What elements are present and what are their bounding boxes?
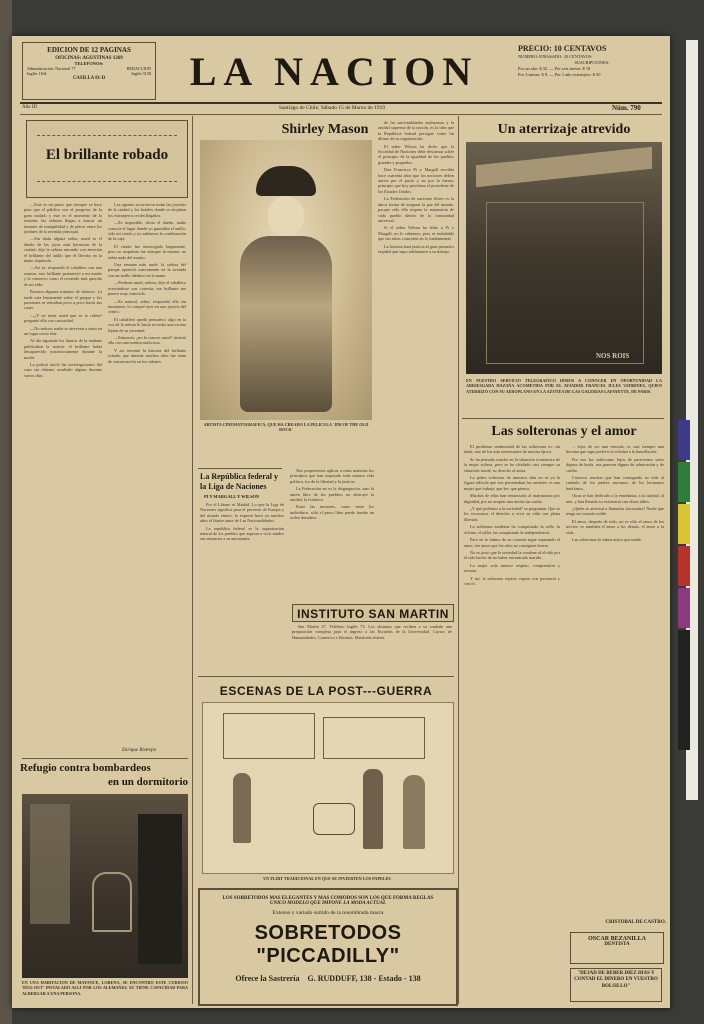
dentist-name: OSCAR BEZANILLA	[588, 936, 646, 942]
price-label: PRECIO: 10 CENTAVOS	[518, 44, 607, 53]
masthead-info-box	[22, 42, 156, 100]
ad-line-2: UNICO MODELO QUE IMPONE LA MODA ACTUAL	[269, 901, 387, 906]
landing-sign: NOS ROIS	[596, 352, 630, 360]
newspaper-title: LA NACION	[189, 49, 479, 94]
article-column-a: Por el Líbano sé Madrid. Lo que la Liga de Naciones significa para el porvenir de Europa y del mundo entero, lo expresó hace ya muchos años el ilustre autor de Las Nacionalidades. La república federal es la organización natural de los pueblos que aspiran a vivir unidos sin renunciar a su autonomía.	[200, 502, 284, 542]
story-column-b: Los agentes recorrieron todas las joyerías de la ciudad y los hoteles donde se alojaban los extranjeros recién llegados. —Es imposible, decía el dueño, nadie conocía el lugar donde yo guardaba el anillo; sólo mi criado y yo sabíamos la combinación de la caja. El criado fue interrogado largamente, pero su respuesta fue siempre la misma: no sabía nada del asunto. Una semana más tarde, la señora del parque apareció nuevamente en la avenida con un anillo idéntico en la mano. —Perdone usted, señora, dijo el caballero acercándose con cortesía; ese brillante me parece muy conocido. —Es natural, señor, respondió ella sin inmutarse; lo compré ayer en una joyería del centro. El caballero quedó pensativo; algo en la voz de la señora le hacía recordar una escena lejana de su juventud. —Entonces, ¿no lo conoce usted? insistió ella con una sonrisa maliciosa. Y así terminó la historia del brillante robado, que durante muchos años fue tema de conversación en los salones.	[108, 202, 186, 364]
face-shape	[268, 196, 304, 236]
bunker-photo	[22, 794, 188, 978]
phones-label: TELEFONOS:	[74, 61, 104, 66]
institute-banner-text: INSTITUTO SAN MARTIN	[297, 607, 449, 621]
star-title: Shirley Mason	[281, 122, 369, 137]
pram-shape	[313, 803, 355, 835]
ad-line-3: Extenso y variado surtido de la renombrada marca	[272, 910, 384, 916]
figure-1	[233, 773, 251, 843]
slogan-box: "DEJAD DE BEBER DIEZ DIAS Y CONTAD EL DINERO EN VUESTRO BOLSILLO"	[570, 968, 662, 1002]
redaccion-phone: Inglés 3158	[131, 71, 151, 76]
ad-line-1: LOS SOBRETODOS MAS ELEGANTES Y MAS COMODOS SON LOS QUE FORMA REGLAS	[222, 896, 434, 901]
year-label: Año III	[22, 105, 37, 110]
subscriptions-label: SUSCRIPCIONES:	[574, 60, 610, 65]
ad-footer-2: G. RUDDUFF, 138 - Estado - 138	[307, 974, 421, 983]
dateline-rule	[20, 114, 662, 115]
price-box	[518, 44, 666, 78]
center-column-text: de las nacionalidades autónomas y la unidad suprema de la nación, es la idea que la República federal persigue como fin último de su organización. El señor Wilson ha dicho que la Sociedad de Naciones debe descansar sobre el principio de la igualdad de los pueblos grandes y pequeños. Don Francisco Pi y Margall escribía hace cuarenta años que las naciones deben unirse por el pacto y no por la fuerza, principio que hoy proclama el presidente de los Estados Unidos. La Federación de naciones libres es la única forma de asegurar la paz del mundo, porque sólo ella respeta la autonomía de cada pueblo dentro de la comunidad universal. Si el señor Wilson ha leído a Pi y Margall, no lo sabemos; pero es indudable que sus ideas coinciden en lo fundamental. La historia hará justicia al gran pensador español que supo adelantarse a su tiempo.	[378, 120, 454, 254]
house-shape-2	[323, 717, 425, 759]
subscription-year: Por un año: $ 35. — Por seis meses: $ 18	[518, 66, 591, 71]
cartoon-rule	[198, 676, 454, 677]
story-title: El brillante robado	[45, 147, 169, 163]
edition-label: EDICION DE 12 PAGINAS	[47, 46, 131, 54]
dentist-ad	[570, 932, 664, 964]
landing-photo	[466, 142, 662, 374]
newspaper-page	[12, 36, 670, 1008]
back-issue-label: NUMERO ATRASADO: 20 CENTAVOS	[518, 54, 592, 59]
essay-title: Las solteronas y el amor	[491, 424, 637, 439]
star-portrait	[200, 140, 372, 420]
dentist-profession: DENTISTA	[604, 942, 630, 947]
calibration-swatch-magenta	[678, 588, 690, 628]
calibration-swatch-red	[678, 546, 690, 586]
cartoon-illustration	[202, 702, 454, 874]
essay-rule	[462, 418, 664, 419]
article-byline: PI Y MARGALL Y WILSON	[204, 494, 260, 499]
column-rule-1	[192, 116, 193, 1004]
chair-shape	[92, 872, 132, 932]
phone-admin-2: Inglés 1164	[27, 71, 47, 76]
masthead-rule	[20, 102, 662, 104]
essay-column-a: El problema sentimental de las solteronas es, sin duda, uno de los más interesantes de nuestra época. Se ha pensado mucho en la situación económica de la mujer soltera, pero se ha olvidado casi siempre su situación moral, su derecho al amor. La pobre solterona de nuestros días no es ya la figura ridícula que nos presentaban los sainetes; es una mujer que trabaja, que lee, que piensa. Muchas de ellas han renunciado al matrimonio por dignidad, por no aceptar una unión sin cariño. ¿Y qué pedimos a la sociedad? se preguntan. Que se les reconozca el derecho a vivir su vida con plena libertad. La solterona moderna ha conquistado la calle, la oficina, el taller; ha conquistado la independencia. Pero en lo íntimo de su corazón sigue esperando el amor, ese amor que los años no consiguen borrar. No es justo que la sociedad la condene al olvido por el solo hecho de no haber encontrado marido. La mujer sola merece respeto, comprensión y ternura. Y así, la solterona espera; espera con paciencia y con fe.	[464, 444, 560, 586]
phone-admin: Administración: Nacional 77	[27, 66, 76, 71]
piccadilly-ad	[198, 888, 458, 1006]
house-shape	[223, 713, 315, 759]
article-rule	[198, 468, 282, 469]
plane-shape	[476, 147, 652, 187]
left-section-rule	[22, 758, 188, 759]
institute-banner	[292, 604, 454, 622]
story-byline: Enrique Ristrepo	[122, 748, 157, 753]
bunker-caption: EN UNA HABITACION DE MAYANCE, LORENA, SE ENCONTRO ESTE CURIOSO 'DUG-OUT' INSTALADO ALLI POR LOS ALEMANES. SU TIENE CAPACIDAD PARA ALBERGAR A UNA PERSONA.	[22, 980, 188, 996]
ad-footer-1: Ofrece la Sastrería	[235, 974, 300, 983]
figure-3	[403, 775, 425, 849]
cartoon-title: ESCENAS DE LA POST---GUERRA	[219, 684, 433, 698]
institute-text: San Martín 47, Teléfono Inglés 73. Los alumnos que reciben a su cuidado una preparación completa para el ingreso a las Escuelas de la Universidad. Cursos de Humanidades, Comercio e Idiomas. Matrícula abierta.	[292, 624, 452, 640]
casilla-label: CASILLA 81-D	[72, 76, 106, 81]
offices-label: OFICINAS: AGUSTINAS 1269	[55, 56, 123, 61]
building-facade	[486, 202, 644, 364]
landing-title: Un aterrizaje atrevido	[497, 122, 631, 137]
book-spine	[0, 0, 12, 1024]
issue-number: Núm. 790	[612, 104, 641, 112]
calibration-swatch-green	[678, 462, 690, 502]
ornament-top	[37, 127, 177, 136]
story-title-box	[26, 120, 188, 198]
coat-shape	[240, 236, 332, 412]
essay-signature: CRISTOBAL DE CASTRO.	[605, 920, 666, 925]
cartoon-caption: UN FLIRT TRADICIONAL EN QUE SE INVIERTEN LOS PAPELES	[263, 876, 391, 881]
calibration-swatch-blue	[678, 420, 690, 460]
article-column-b: Nos proponemos aplicar a estas materias los principios que han inspirado toda nuestra vida política, los de la libertad y la justicia. La Federación no es la disgregación, sino la unión libre de los pueblos; no destruye la unidad, la fortalece. Entre las naciones, como entre los individuos, sólo el pacto libre puede fundar un orden duradero.	[290, 468, 374, 521]
essay-column-b: ... lejos de ser una vencida, es casi siempre una heroína que supo preferir la soledad a la humillación. Por eso las solteronas, lejos de parecernos seres dignos de burla, nos parecen dignas de admiración y de cariño. Conozco muchas que han consagrado su vida al cuidado de los padres ancianos, de los hermanos huérfanos. Otras se han dedicado a la enseñanza, a la caridad, al arte, y han llenado su existencia con obras útiles. ¿Quién se atreverá a llamarlas fracasadas? Nadie que tenga un corazón noble. El amor, después de todo, no es sólo el amor de los novios; es también el amor a los demás, el amor a la vida. Las solteronas lo saben mejor que nadie.	[566, 444, 664, 543]
dateline: Santiago de Chile, Sábado 15 de Marzo de 1919	[278, 105, 386, 111]
feature-title-line2: en un dormitorio	[107, 776, 188, 788]
figure-2	[363, 769, 383, 849]
curtain-shape	[30, 804, 70, 924]
ad-brand: SOBRETODOS "PICCADILLY"	[254, 922, 402, 967]
hat-shape	[256, 166, 316, 196]
feature-title-line1: Refugio contra bombardeos	[20, 762, 151, 774]
article-title: La República federal y la Liga de Naciones	[200, 472, 278, 491]
landing-caption: EN NUESTRO SERVICIO TELEGRAFICO DIMOS A CONOCER EN OPORTUNIDAD LA ARRIESGADA HAZAÑA ACOMETIDA POR EL AVIADOR FRANCES JULES VEDRINES, QUIEN ATERRIZO CON SU AEROPLANO EN LA AZOTEA DE LAS GALERIAS LAFAYETTE, DE PARIS.	[466, 378, 662, 394]
story-column-a: —Este es un paseo que siempre se hace para que el público vea el progreso de la gran ciudad; y este es el momento de la reunión, las señoras llegan a buscar un instante de tranquilidad y de placer entre los jardines de la avenida principal. —Sin duda alguna señor, usted es el dueño de las joyas más hermosas de la ciudad; dijo la señora mirando con atención el brillante del anillo que él llevaba en la mano izquierda. —Así es, respondió el caballero con una sonrisa, este brillante perteneció a mi madre y lo conservo como el recuerdo más querido de mi vida. Pasaron algunos minutos de silencio. La tarde caía lentamente sobre el parque y los paseantes se retiraban poco a poco hacia sus casas. —¿Y no teme usted que se lo roben? preguntó ella con curiosidad. —No señora; nadie se atrevería a tanto en un lugar como éste. Al día siguiente los diarios de la mañana publicaban la noticia: el brillante había desaparecido misteriosamente durante la noche. La policía inició las investigaciones del caso sin obtener resultado alguno durante varios días.	[24, 202, 102, 378]
star-caption: ARTISTA CINEMATOGRAFICA, QUE HA CREADO LA PELICULA 'JIM OF THE OLD ROCK'	[203, 422, 369, 433]
subscription-months: Por 3 meses: $ 9. — Por 1 año extranjero: $ 50	[518, 72, 601, 77]
calibration-swatch-yellow	[678, 504, 690, 544]
dugout-door	[138, 814, 182, 964]
calibration-swatch-black	[678, 630, 690, 750]
column-rule-2	[458, 116, 459, 1004]
ornament-bottom	[37, 181, 177, 190]
redaccion-label: REDACCION	[126, 66, 151, 71]
